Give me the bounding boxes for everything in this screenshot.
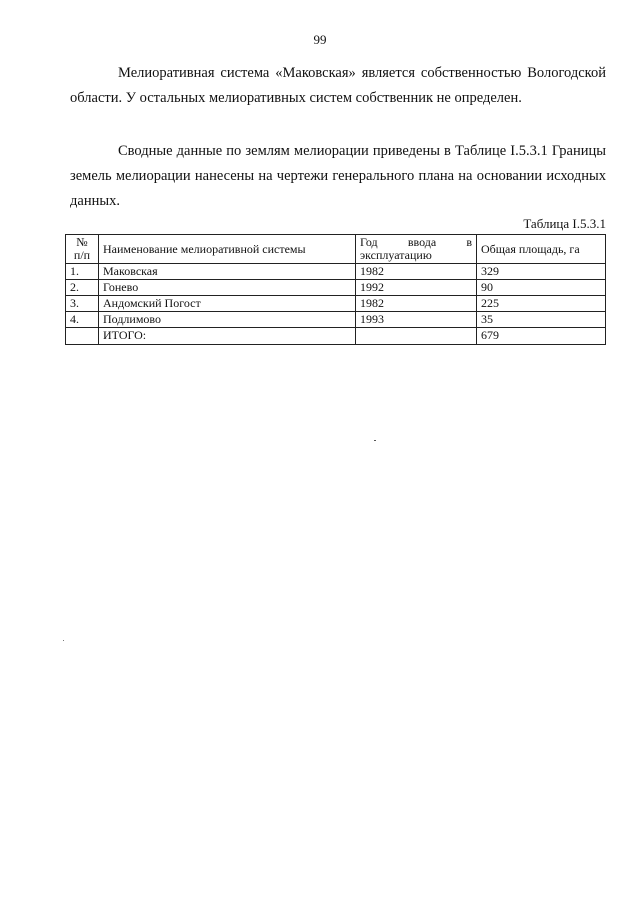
header-year-line2: эксплуатацию <box>360 248 432 262</box>
row-area: 90 <box>477 280 606 296</box>
row-system-name: Подлимово <box>99 312 356 328</box>
row-area: 35 <box>477 312 606 328</box>
header-year-word1: Год <box>360 235 378 249</box>
row-area: 329 <box>477 264 606 280</box>
total-year-empty <box>356 328 477 345</box>
table-row <box>66 296 606 312</box>
header-system-name: Наименование мелиоративной системы <box>99 235 356 264</box>
row-year: 1992 <box>356 280 477 296</box>
header-number <box>66 235 99 264</box>
table-total-row <box>66 328 606 345</box>
header-commission-year <box>356 235 477 264</box>
row-number: 4. <box>66 312 99 328</box>
row-system-name: Гонево <box>99 280 356 296</box>
row-area: 225 <box>477 296 606 312</box>
paragraph-summary: Сводные данные по землям мелиорации приведены в Таблице I.5.3.1 Границы земель мелиорации нанесены на чертежи генерального плана на основании исходных данных. <box>70 143 606 209</box>
melioration-table <box>65 234 606 345</box>
row-year: 1982 <box>356 296 477 312</box>
row-number: 3. <box>66 296 99 312</box>
row-system-name: Маковская <box>99 264 356 280</box>
row-system-name: Андомский Погост <box>99 296 356 312</box>
header-total-area: Общая площадь, га <box>477 235 606 264</box>
scan-speck <box>63 640 64 641</box>
row-number: 1. <box>66 264 99 280</box>
row-year: 1982 <box>356 264 477 280</box>
table-header-row <box>66 235 606 264</box>
header-year-word3: в <box>466 235 472 249</box>
total-number-empty <box>66 328 99 345</box>
table-row <box>66 280 606 296</box>
header-number-abbrev: п/п <box>73 248 91 262</box>
scan-speck <box>374 440 376 441</box>
paragraph-ownership: Мелиоративная система «Маковская» является собственностью Вологодской области. У остальных мелиоративных систем собственник не определен. <box>70 65 606 106</box>
table-row <box>66 264 606 280</box>
table-row <box>66 312 606 328</box>
row-year: 1993 <box>356 312 477 328</box>
header-number-symbol: № <box>76 235 88 249</box>
total-label: ИТОГО: <box>99 328 356 345</box>
row-number: 2. <box>66 280 99 296</box>
page-number: 99 <box>313 32 327 47</box>
table-caption: Таблица I.5.3.1 <box>523 216 606 231</box>
total-area: 679 <box>477 328 606 345</box>
header-year-word2: ввода <box>407 235 437 249</box>
